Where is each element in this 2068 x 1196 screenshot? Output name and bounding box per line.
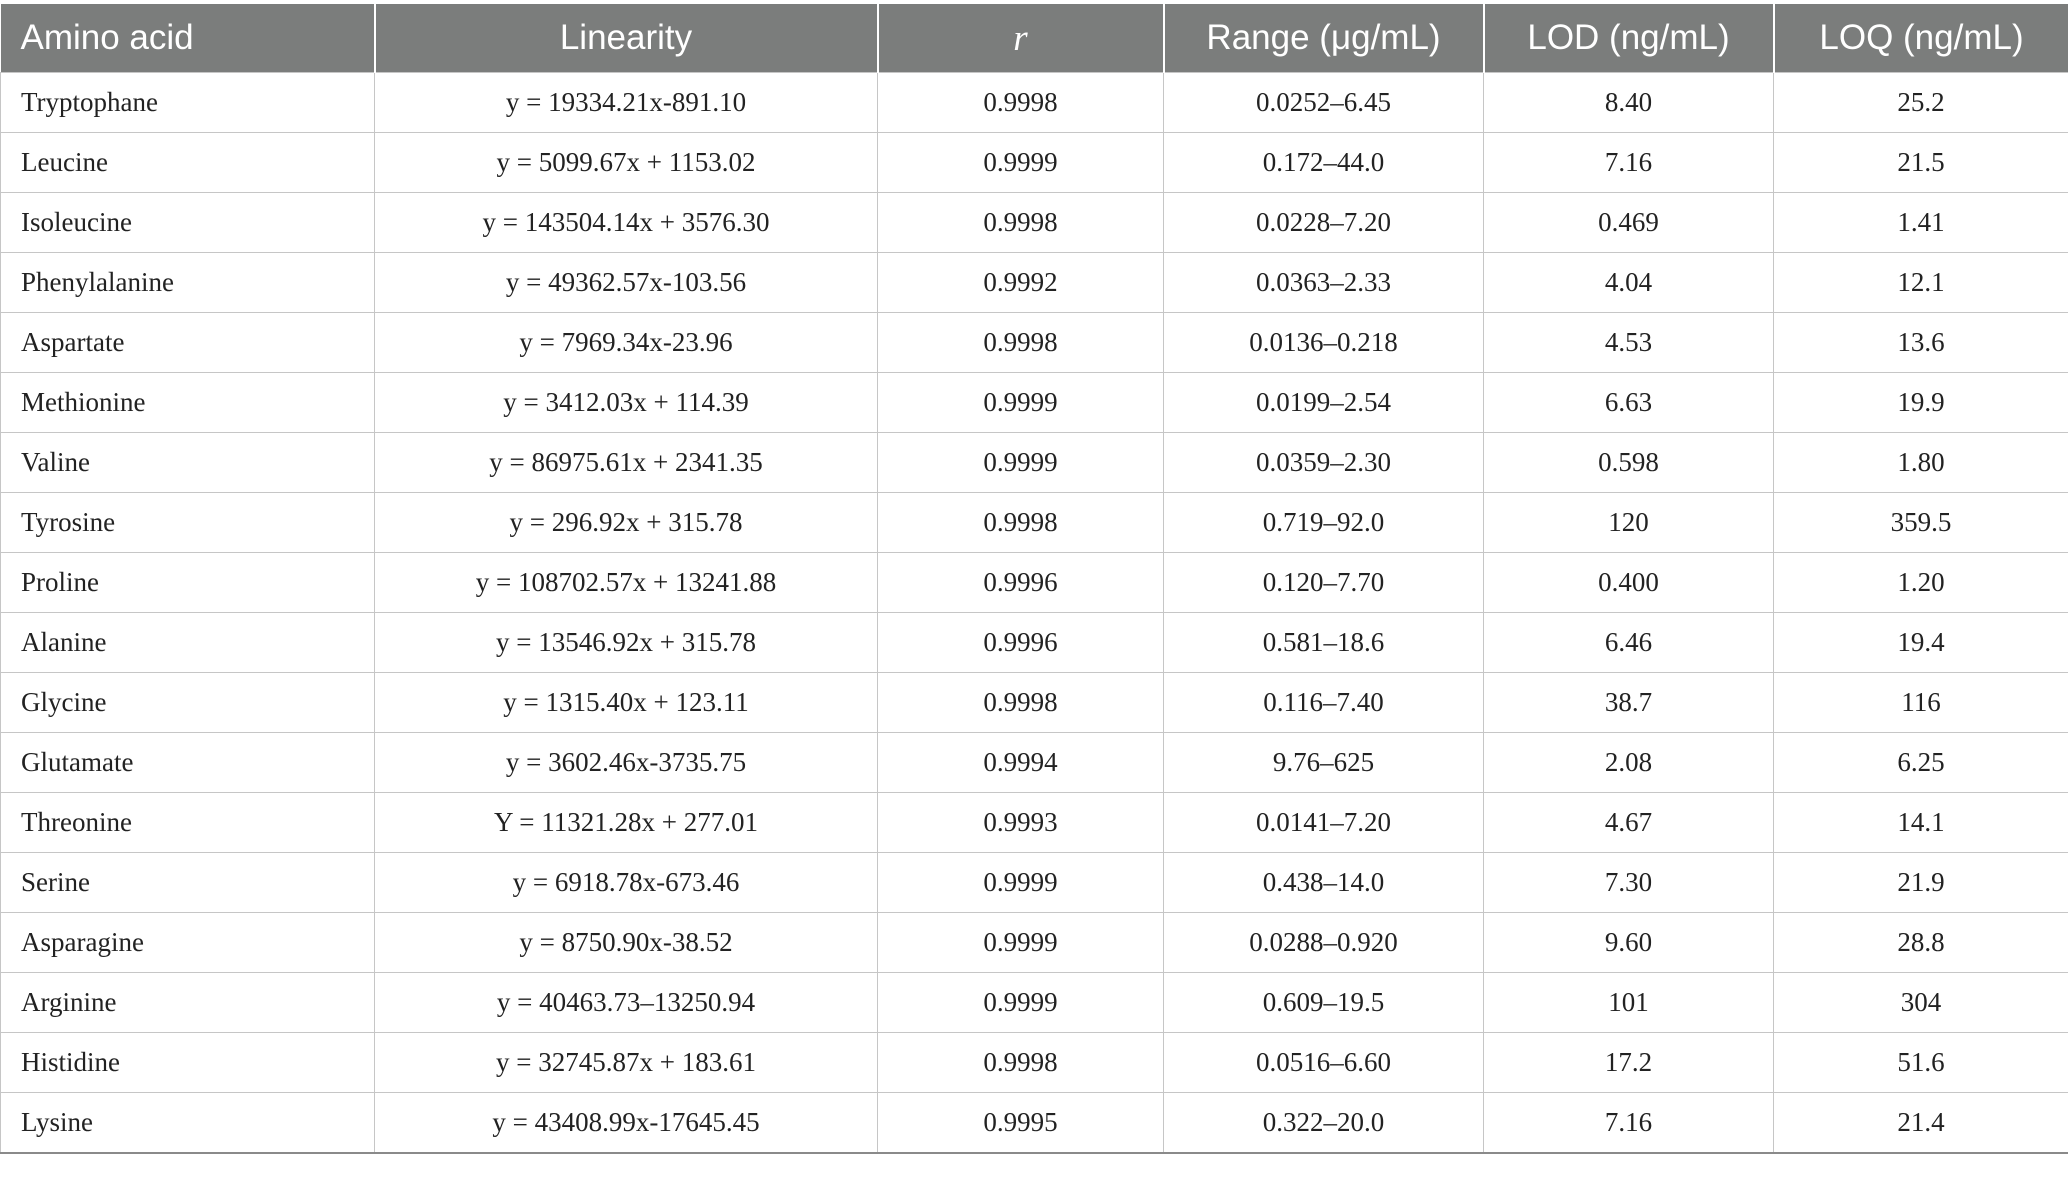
amino-acid-cell: Methionine [1,373,375,433]
lod-cell: 7.16 [1484,1093,1774,1154]
table-row [1,1093,2068,1154]
range-cell: 0.0141–7.20 [1164,793,1484,853]
range-cell: 0.120–7.70 [1164,553,1484,613]
table-header [1,4,2068,73]
r-cell: 0.9994 [878,733,1164,793]
amino-acid-cell: Valine [1,433,375,493]
table-row [1,133,2068,193]
amino-acid-table [0,4,2068,1154]
linearity-cell: y = 8750.90x-38.52 [375,913,878,973]
loq-cell: 19.4 [1774,613,2068,673]
r-cell: 0.9998 [878,313,1164,373]
table-row [1,673,2068,733]
lod-cell: 4.04 [1484,253,1774,313]
lod-cell: 8.40 [1484,73,1774,133]
lod-cell: 7.16 [1484,133,1774,193]
amino-acid-cell: Isoleucine [1,193,375,253]
range-cell: 0.0199–2.54 [1164,373,1484,433]
linearity-cell: y = 49362.57x-103.56 [375,253,878,313]
linearity-cell: y = 1315.40x + 123.11 [375,673,878,733]
linearity-cell: y = 5099.67x + 1153.02 [375,133,878,193]
r-cell: 0.9999 [878,853,1164,913]
header-linearity: Linearity [375,4,878,73]
amino-acid-cell: Phenylalanine [1,253,375,313]
amino-acid-cell: Glutamate [1,733,375,793]
r-cell: 0.9998 [878,73,1164,133]
table-row [1,973,2068,1033]
range-cell: 0.438–14.0 [1164,853,1484,913]
table-row [1,493,2068,553]
range-cell: 0.0288–0.920 [1164,913,1484,973]
r-cell: 0.9993 [878,793,1164,853]
table-row [1,193,2068,253]
amino-acid-cell: Tryptophane [1,73,375,133]
amino-acid-cell: Threonine [1,793,375,853]
r-cell: 0.9998 [878,1033,1164,1093]
table-row [1,853,2068,913]
table-row [1,553,2068,613]
loq-cell: 19.9 [1774,373,2068,433]
loq-cell: 12.1 [1774,253,2068,313]
r-cell: 0.9999 [878,433,1164,493]
lod-cell: 7.30 [1484,853,1774,913]
loq-cell: 21.9 [1774,853,2068,913]
amino-acid-cell: Leucine [1,133,375,193]
range-cell: 9.76–625 [1164,733,1484,793]
linearity-cell: y = 40463.73–13250.94 [375,973,878,1033]
linearity-cell: y = 43408.99x-17645.45 [375,1093,878,1154]
amino-acid-cell: Tyrosine [1,493,375,553]
r-cell: 0.9996 [878,613,1164,673]
linearity-cell: y = 6918.78x-673.46 [375,853,878,913]
loq-cell: 21.5 [1774,133,2068,193]
table-row [1,253,2068,313]
r-cell: 0.9996 [878,553,1164,613]
header-row [1,4,2068,73]
range-cell: 0.609–19.5 [1164,973,1484,1033]
range-cell: 0.116–7.40 [1164,673,1484,733]
range-cell: 0.0359–2.30 [1164,433,1484,493]
linearity-cell: y = 19334.21x-891.10 [375,73,878,133]
range-cell: 0.719–92.0 [1164,493,1484,553]
header-lod: LOD (ng/mL) [1484,4,1774,73]
table-body [1,73,2068,1154]
lod-cell: 6.46 [1484,613,1774,673]
range-cell: 0.322–20.0 [1164,1093,1484,1154]
loq-cell: 13.6 [1774,313,2068,373]
table-row [1,373,2068,433]
header-loq: LOQ (ng/mL) [1774,4,2068,73]
amino-acid-cell: Histidine [1,1033,375,1093]
range-cell: 0.0516–6.60 [1164,1033,1484,1093]
linearity-cell: y = 7969.34x-23.96 [375,313,878,373]
lod-cell: 9.60 [1484,913,1774,973]
range-cell: 0.172–44.0 [1164,133,1484,193]
lod-cell: 120 [1484,493,1774,553]
loq-cell: 1.80 [1774,433,2068,493]
range-cell: 0.581–18.6 [1164,613,1484,673]
r-cell: 0.9998 [878,493,1164,553]
linearity-cell: y = 3602.46x-3735.75 [375,733,878,793]
amino-acid-cell: Proline [1,553,375,613]
lod-cell: 38.7 [1484,673,1774,733]
lod-cell: 6.63 [1484,373,1774,433]
header-amino-acid: Amino acid [1,4,375,73]
linearity-cell: Y = 11321.28x + 277.01 [375,793,878,853]
linearity-cell: y = 108702.57x + 13241.88 [375,553,878,613]
header-r: r [878,4,1164,73]
linearity-cell: y = 86975.61x + 2341.35 [375,433,878,493]
linearity-cell: y = 296.92x + 315.78 [375,493,878,553]
lod-cell: 0.598 [1484,433,1774,493]
r-cell: 0.9992 [878,253,1164,313]
loq-cell: 116 [1774,673,2068,733]
loq-cell: 14.1 [1774,793,2068,853]
loq-cell: 21.4 [1774,1093,2068,1154]
r-cell: 0.9999 [878,973,1164,1033]
lod-cell: 4.53 [1484,313,1774,373]
amino-acid-cell: Arginine [1,973,375,1033]
table-row [1,613,2068,673]
linearity-cell: y = 13546.92x + 315.78 [375,613,878,673]
table-row [1,313,2068,373]
lod-cell: 4.67 [1484,793,1774,853]
header-range: Range (μg/mL) [1164,4,1484,73]
r-cell: 0.9998 [878,193,1164,253]
table-row [1,913,2068,973]
r-cell: 0.9995 [878,1093,1164,1154]
loq-cell: 1.41 [1774,193,2068,253]
loq-cell: 1.20 [1774,553,2068,613]
table-row [1,733,2068,793]
lod-cell: 0.400 [1484,553,1774,613]
lod-cell: 2.08 [1484,733,1774,793]
range-cell: 0.0136–0.218 [1164,313,1484,373]
range-cell: 0.0363–2.33 [1164,253,1484,313]
loq-cell: 304 [1774,973,2068,1033]
range-cell: 0.0228–7.20 [1164,193,1484,253]
r-cell: 0.9999 [878,133,1164,193]
amino-acid-cell: Alanine [1,613,375,673]
loq-cell: 51.6 [1774,1033,2068,1093]
lod-cell: 101 [1484,973,1774,1033]
loq-cell: 6.25 [1774,733,2068,793]
table-row [1,433,2068,493]
amino-acid-cell: Lysine [1,1093,375,1154]
loq-cell: 28.8 [1774,913,2068,973]
table-row [1,1033,2068,1093]
linearity-cell: y = 3412.03x + 114.39 [375,373,878,433]
amino-acid-cell: Serine [1,853,375,913]
linearity-cell: y = 143504.14x + 3576.30 [375,193,878,253]
linearity-cell: y = 32745.87x + 183.61 [375,1033,878,1093]
lod-cell: 0.469 [1484,193,1774,253]
table-row [1,793,2068,853]
r-cell: 0.9998 [878,673,1164,733]
table-row [1,73,2068,133]
range-cell: 0.0252–6.45 [1164,73,1484,133]
table-container [0,4,2068,1154]
amino-acid-cell: Asparagine [1,913,375,973]
r-cell: 0.9999 [878,913,1164,973]
amino-acid-cell: Aspartate [1,313,375,373]
amino-acid-cell: Glycine [1,673,375,733]
loq-cell: 25.2 [1774,73,2068,133]
loq-cell: 359.5 [1774,493,2068,553]
r-cell: 0.9999 [878,373,1164,433]
lod-cell: 17.2 [1484,1033,1774,1093]
